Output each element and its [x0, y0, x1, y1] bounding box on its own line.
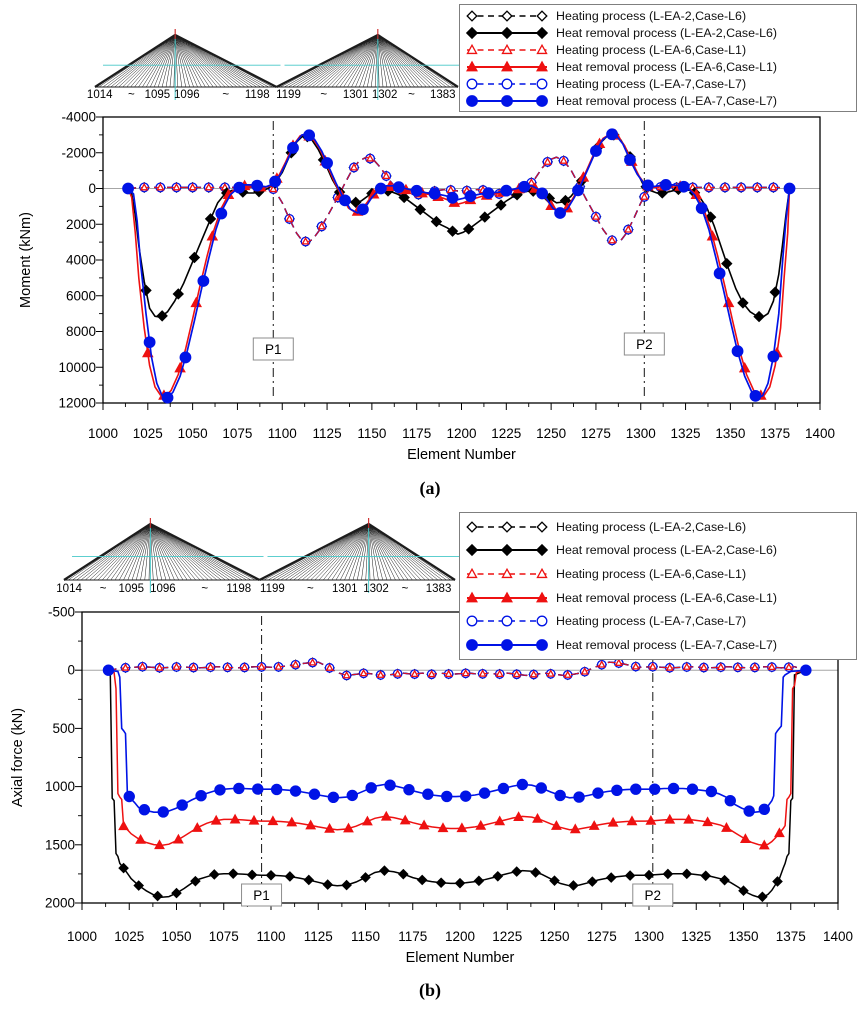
legend-entry-5 [464, 637, 852, 653]
legend-chart-a [459, 4, 857, 112]
legend-label: Heating process (L-EA-6,Case-L1) [556, 42, 747, 57]
svg-text:1025: 1025 [132, 426, 163, 441]
series-heat-removal-L-EA-7 [123, 129, 795, 403]
svg-text:1175: 1175 [402, 426, 432, 441]
svg-text:2000: 2000 [44, 895, 75, 911]
svg-text:6000: 6000 [65, 288, 96, 304]
legend-label: Heat removal process (L-EA-6,Case-L1) [556, 590, 778, 605]
svg-text:0: 0 [88, 181, 96, 196]
series-heat-removal-L-EA-2 [128, 130, 789, 322]
svg-text:~: ~ [99, 583, 107, 595]
svg-text:10000: 10000 [58, 359, 96, 375]
legend-label: Heat removal process (L-EA-7,Case-L7) [556, 638, 778, 653]
svg-text:1075: 1075 [208, 929, 239, 944]
svg-text:1300: 1300 [625, 426, 656, 441]
svg-text:500: 500 [52, 720, 75, 736]
svg-text:1198: 1198 [244, 89, 270, 101]
diamond-marker-sample-icon [464, 8, 550, 24]
svg-text:~: ~ [127, 89, 135, 101]
svg-text:Axial force (kN): Axial force (kN) [10, 707, 26, 808]
svg-text:1301: 1301 [342, 89, 369, 101]
svg-text:1225: 1225 [492, 929, 523, 944]
legend-label: Heating process (L-EA-2,Case-L6) [556, 8, 747, 23]
svg-text:1014: 1014 [86, 89, 113, 101]
svg-text:1014: 1014 [56, 583, 82, 595]
y-axis [10, 605, 82, 911]
legend-label: Heating process (L-EA-7,Case-L7) [556, 76, 747, 91]
circle-marker-sample-icon [464, 76, 550, 92]
diamond-marker-sample-icon [464, 519, 550, 535]
svg-text:1225: 1225 [491, 426, 522, 441]
svg-text:Element Number: Element Number [405, 950, 515, 966]
svg-text:1375: 1375 [775, 929, 806, 944]
legend-entry-4 [464, 76, 852, 92]
bridge-diagram [87, 29, 462, 101]
legend-label: Heat removal process (L-EA-7,Case-L7) [556, 93, 778, 108]
svg-text:1095: 1095 [118, 583, 145, 595]
svg-text:1250: 1250 [539, 929, 570, 944]
legend-label: Heat removal process (L-EA-2,Case-L6) [556, 25, 778, 40]
svg-text:1275: 1275 [586, 929, 617, 944]
svg-text:-2000: -2000 [61, 145, 96, 161]
svg-text:P2: P2 [636, 337, 653, 352]
svg-text:4000: 4000 [65, 252, 96, 268]
svg-text:1383: 1383 [425, 583, 452, 595]
triangle-marker-sample-icon [464, 590, 550, 606]
svg-text:1199: 1199 [260, 583, 285, 595]
svg-text:1100: 1100 [256, 929, 286, 944]
svg-text:12000: 12000 [58, 395, 96, 411]
legend-entry-2 [464, 42, 852, 58]
circle-marker-sample-icon [464, 93, 550, 109]
legend-entry-4 [464, 613, 852, 629]
legend-entry-0 [464, 519, 852, 535]
chart-a [18, 110, 835, 464]
circle-marker-sample-icon [464, 637, 550, 653]
svg-text:~: ~ [222, 89, 230, 101]
svg-text:-500: -500 [47, 604, 75, 620]
legend-label: Heat removal process (L-EA-2,Case-L6) [556, 543, 778, 558]
svg-text:1301: 1301 [331, 583, 358, 595]
svg-text:1199: 1199 [276, 89, 301, 101]
p-label-p1 [242, 884, 282, 906]
p-label-p2 [624, 333, 664, 355]
svg-text:1050: 1050 [177, 426, 208, 441]
svg-text:~: ~ [408, 89, 415, 101]
circle-marker-sample-icon [464, 613, 550, 629]
svg-text:1050: 1050 [161, 929, 192, 944]
svg-text:1125: 1125 [312, 426, 342, 441]
svg-text:1025: 1025 [114, 929, 145, 944]
diamond-marker-sample-icon [464, 542, 550, 558]
series-heating-L-EA-6 [105, 659, 808, 677]
svg-text:1400: 1400 [804, 426, 836, 441]
svg-text:2000: 2000 [65, 216, 96, 232]
svg-text:1000: 1000 [44, 779, 75, 795]
svg-text:1350: 1350 [715, 426, 746, 441]
svg-text:P2: P2 [644, 888, 662, 903]
series-heat-removal-L-EA-2 [109, 670, 806, 901]
legend-entry-5 [464, 93, 852, 109]
svg-text:Element Number: Element Number [407, 447, 516, 463]
svg-text:1095: 1095 [144, 89, 171, 101]
svg-text:~: ~ [306, 583, 314, 595]
legend-entry-2 [464, 566, 852, 582]
svg-text:1350: 1350 [728, 929, 759, 944]
svg-text:1000: 1000 [87, 426, 119, 441]
svg-text:8000: 8000 [65, 324, 96, 339]
p-label-p2 [633, 884, 673, 906]
svg-text:1400: 1400 [822, 929, 854, 944]
y-axis [18, 110, 103, 411]
x-axis [88, 403, 835, 463]
svg-text:1325: 1325 [670, 426, 701, 441]
svg-text:P1: P1 [265, 342, 282, 357]
legend-entry-1 [464, 542, 852, 558]
legend-entry-3 [464, 590, 852, 606]
svg-text:1302: 1302 [371, 89, 398, 101]
caption-a: (a) [419, 478, 441, 498]
legend-entry-0 [464, 8, 852, 24]
diamond-marker-sample-icon [464, 25, 550, 41]
p-label-p1 [253, 338, 293, 360]
svg-text:1175: 1175 [398, 929, 428, 944]
triangle-marker-sample-icon [464, 42, 550, 58]
svg-text:1000: 1000 [66, 929, 98, 944]
svg-text:1100: 1100 [267, 426, 297, 441]
svg-text:1383: 1383 [429, 89, 456, 101]
svg-text:1325: 1325 [681, 929, 712, 944]
svg-text:~: ~ [201, 583, 209, 595]
svg-text:1500: 1500 [44, 837, 75, 853]
triangle-marker-sample-icon [464, 59, 550, 75]
legend-label: Heat removal process (L-EA-6,Case-L1) [556, 59, 778, 74]
svg-text:1275: 1275 [580, 426, 611, 441]
svg-text:-4000: -4000 [61, 109, 96, 125]
svg-text:1075: 1075 [222, 426, 253, 441]
svg-text:1302: 1302 [363, 583, 389, 595]
svg-text:1096: 1096 [174, 89, 200, 101]
svg-text:1300: 1300 [633, 929, 665, 944]
series-heat-removal-L-EA-6 [128, 130, 789, 399]
x-axis [67, 903, 853, 966]
legend-entry-3 [464, 59, 852, 75]
triangle-marker-sample-icon [464, 566, 550, 582]
svg-text:Moment (kNm): Moment (kNm) [18, 212, 34, 308]
svg-text:1375: 1375 [760, 426, 791, 441]
svg-text:1200: 1200 [444, 929, 476, 944]
caption-b: (b) [419, 980, 441, 1000]
legend-entry-1 [464, 25, 852, 41]
legend-label: Heating process (L-EA-6,Case-L1) [556, 567, 747, 582]
svg-text:1198: 1198 [226, 583, 252, 595]
svg-text:1125: 1125 [303, 929, 333, 944]
svg-text:~: ~ [401, 583, 409, 595]
svg-text:P1: P1 [253, 888, 270, 903]
legend-chart-b [459, 512, 857, 660]
legend-label: Heating process (L-EA-7,Case-L7) [556, 614, 747, 629]
svg-text:0: 0 [67, 662, 75, 678]
series-heat-removal-L-EA-6 [109, 670, 806, 849]
svg-text:1250: 1250 [536, 426, 567, 441]
legend-label: Heating process (L-EA-2,Case-L6) [556, 519, 747, 534]
svg-text:1150: 1150 [357, 426, 387, 441]
series-heat-removal-L-EA-7 [103, 665, 811, 817]
svg-text:1200: 1200 [446, 426, 477, 441]
svg-text:~: ~ [320, 89, 328, 101]
svg-text:1150: 1150 [350, 929, 381, 944]
svg-text:1096: 1096 [150, 583, 176, 595]
bridge-diagram [56, 518, 459, 595]
